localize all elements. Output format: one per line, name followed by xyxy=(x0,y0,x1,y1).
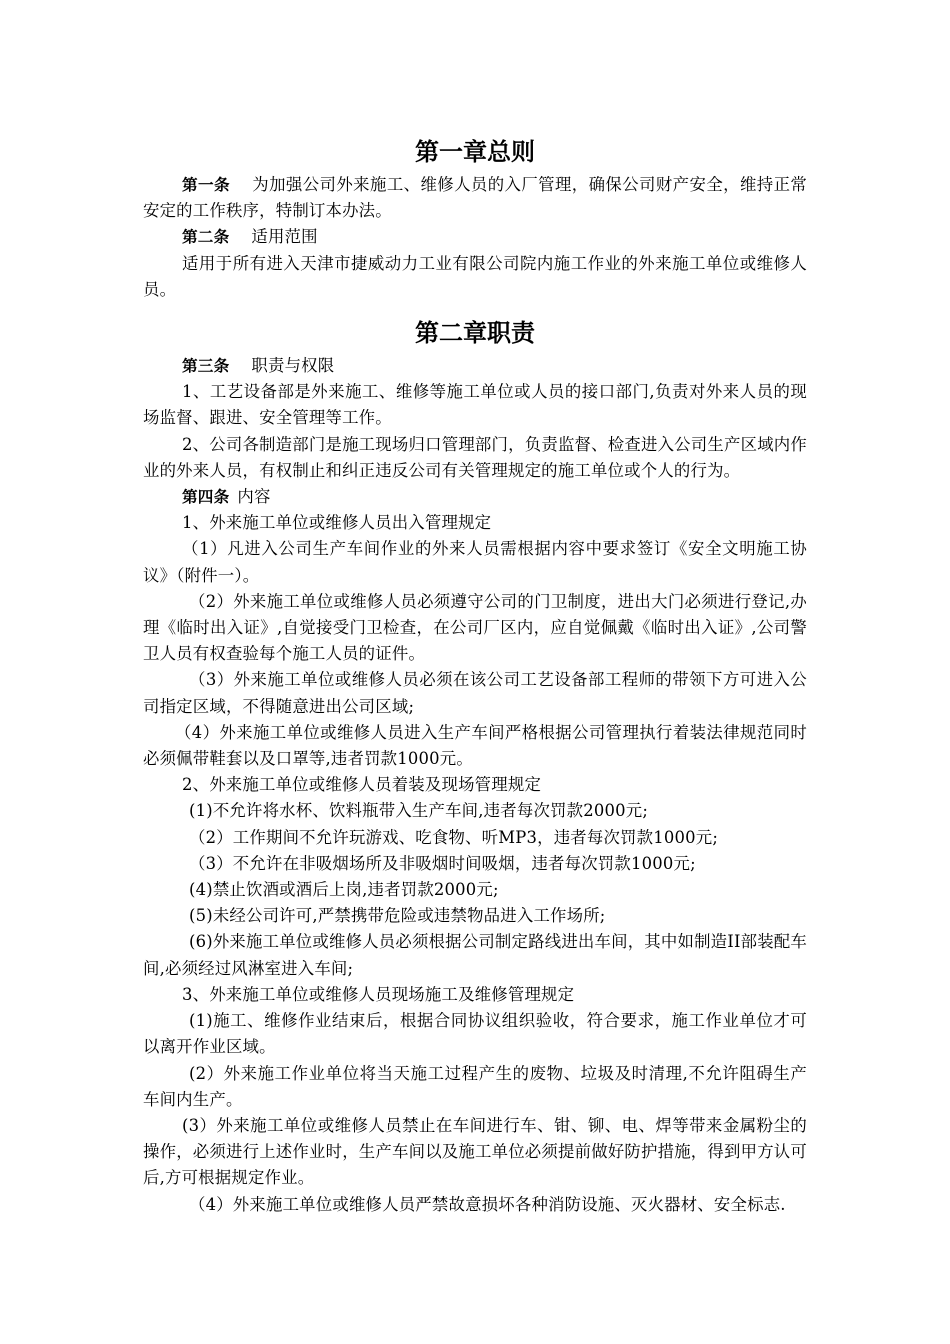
section-3-item: （4）外来施工单位或维修人员严禁故意损坏各种消防设施、灭火器材、安全标志. xyxy=(189,1194,786,1214)
section-3-item: (2）外来施工作业单位将当天施工过程产生的废物、垃圾及时清理,不允许阻碍生产车间内生产。 xyxy=(143,1063,807,1109)
section-2-item: (5)未经公司许可,严禁携带危险或违禁物品进入工作场所; xyxy=(189,906,606,926)
article-2-label: 第二条 xyxy=(182,228,230,247)
section-3-item: (3）外来施工单位或维修人员禁止在车间进行车、钳、铆、电、焊等带来金属粉尘的操作，必须进行上述作业时，生产车间以及施工单位必须提前做好防护措施，得到甲方认可后,方可根据规定作业。 xyxy=(143,1115,807,1188)
article-1 xyxy=(143,172,807,224)
section-2-item: （3）不允许在非吸烟场所及非吸烟时间吸烟，违者每次罚款1000元; xyxy=(189,853,696,873)
article-4-label: 第四条 xyxy=(182,488,230,507)
chapter-2-title: 第二章职责 xyxy=(415,319,535,348)
section-1-title: 1、外来施工单位或维修人员出入管理规定 xyxy=(182,513,492,533)
article-1-label: 第一条 xyxy=(182,176,231,194)
section-1-item: （4）外来施工单位或维修人员进入生产车间严格根据公司管理执行着装法律规范同时必须佩带鞋套以及口罩等,违者罚款1000元。 xyxy=(143,722,807,769)
section-2-item: （2）工作期间不允许玩游戏、吃食物、听MP3，违者每次罚款1000元; xyxy=(189,827,719,847)
article-1-text: 为加强公司外来施工、维修人员的入厂管理，确保公司财产安全，维持正常安定的工作秩序，特制订本办法。 xyxy=(143,175,807,221)
chapter-1-title: 第一章总则 xyxy=(415,138,535,166)
article-4 xyxy=(143,484,807,510)
article-3 xyxy=(143,353,807,379)
article-3-label: 第三条 xyxy=(182,357,230,376)
section-2-item: (6)外来施工单位或维修人员必须根据公司制定路线进出车间，其中如制造II部装配车间,必须经过风淋室进入车间; xyxy=(143,932,807,978)
section-2-title: 2、外来施工单位或维修人员着装及现场管理规定 xyxy=(182,775,542,795)
section-2-item: (4)禁止饮酒或酒后上岗,违者罚款2000元; xyxy=(189,880,499,900)
section-3-item: (1)施工、维修作业结束后，根据合同协议组织验收，符合要求，施工作业单位才可以离开作业区域。 xyxy=(143,1011,807,1057)
document-body xyxy=(143,132,807,1218)
section-3-title: 3、外来施工单位或维修人员现场施工及维修管理规定 xyxy=(182,984,575,1004)
article-4-text: 内容 xyxy=(237,487,271,507)
section-1-item: （1）凡进入公司生产车间作业的外来人员需根据内容中要求签订《安全文明施工协议》（附件一）。 xyxy=(143,539,807,585)
article-2 xyxy=(143,224,807,250)
article-2-body: 适用于所有进入天津市捷威动力工业有限公司院内施工作业的外来施工单位或维修人员。 xyxy=(143,253,807,299)
article-2-text: 适用范围 xyxy=(251,227,318,247)
article-3-item: 2、公司各制造部门是施工现场归口管理部门，负责监督、检查进入公司生产区域内作业的外来人员，有权制止和纠正违反公司有关管理规定的施工单位或个人的行为。 xyxy=(143,434,807,480)
article-3-item: 1、工艺设备部是外来施工、维修等施工单位或人员的接口部门,负责对外来人员的现场监督、跟进、安全管理等工作。 xyxy=(143,382,807,428)
section-1-item: （3）外来施工单位或维修人员必须在该公司工艺设备部工程师的带领下方可进入公司指定区域，不得随意进出公司区域; xyxy=(143,670,807,716)
section-1-item: （2）外来施工单位或维修人员必须遵守公司的门卫制度，进出大门必须进行登记,办理《临时出入证》,自觉接受门卫检查，在公司厂区内，应自觉佩戴《临时出入证》,公司警卫人员有权查验每个施工人员的证件。 xyxy=(143,591,807,664)
article-3-text: 职责与权限 xyxy=(251,356,335,376)
section-2-item: (1)不允许将水杯、饮料瓶带入生产车间,违者每次罚款2000元; xyxy=(189,801,649,821)
